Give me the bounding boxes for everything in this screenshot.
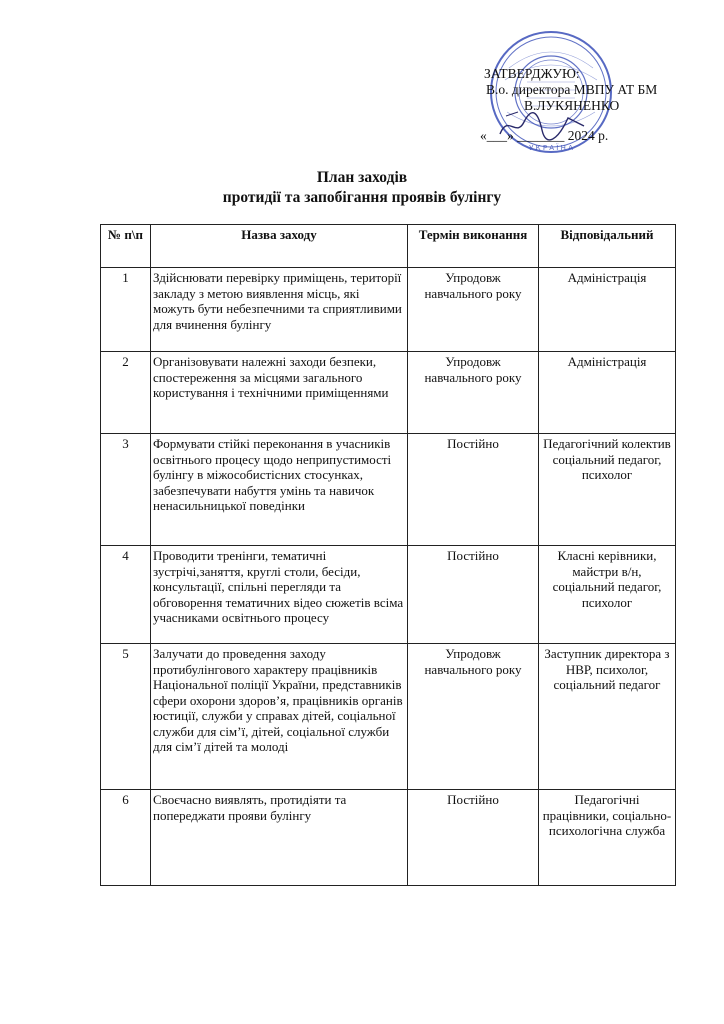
page-title: План заходів xyxy=(316,169,408,186)
row-term: Постійно xyxy=(408,546,539,644)
row-number: 2 xyxy=(101,352,151,434)
table-row xyxy=(101,790,676,886)
table-row xyxy=(101,434,676,546)
header-term: Термін виконання xyxy=(408,225,539,268)
row-term: Упродовж навчального року xyxy=(408,268,539,352)
measures-table xyxy=(100,224,676,886)
row-term: Постійно xyxy=(408,434,539,546)
row-number: 6 xyxy=(101,790,151,886)
row-responsible: Педагогічний колектив соціальний педагог, психолог xyxy=(539,434,676,546)
header-responsible: Відповідальний xyxy=(539,225,676,268)
row-name: Проводити тренінги, тематичні зустрічі,заняття, круглі столи, бесіди, консультації, спільні перегляди та обговорення тематичних відео сюжетів всіма учасниками освітнього процесу xyxy=(151,546,408,644)
row-name: Своєчасно виявлять, протидіяти та попереджати прояви булінгу xyxy=(151,790,408,886)
row-number: 1 xyxy=(101,268,151,352)
table-row xyxy=(101,268,676,352)
row-responsible: Педагогічні працівники, соціально-психологічна служба xyxy=(539,790,676,886)
row-name: Організовувати належні заходи безпеки, спостереження за місцями загального користування і технічними приміщеннями xyxy=(151,352,408,434)
table-row xyxy=(101,546,676,644)
row-term: Упродовж навчального року xyxy=(408,644,539,790)
row-term: Упродовж навчального року xyxy=(408,352,539,434)
table-header-row xyxy=(101,225,676,268)
row-name: Формувати стійкі переконання в учасників освітнього процесу щодо неприпустимості булінгу в міжособистісних стосунках, забезпечувати набуття умінь та навичок ненасильницької поведінки xyxy=(151,434,408,546)
row-number: 4 xyxy=(101,546,151,644)
header-number: № п\п xyxy=(101,225,151,268)
approval-heading: ЗАТВЕРДЖУЮ: xyxy=(484,66,580,81)
row-number: 3 xyxy=(101,434,151,546)
approval-date: «___» _______ 2024 р. xyxy=(480,128,609,143)
row-responsible: Адміністрація xyxy=(539,352,676,434)
approval-position: В.о. директора МВПУ АТ БМ xyxy=(486,82,658,97)
table-row xyxy=(101,644,676,790)
table-row xyxy=(101,352,676,434)
row-name: Здійснювати перевірку приміщень, території закладу з метою виявлення місць, які можуть бути небезпечними та сприятливими для вчинення булінгу xyxy=(151,268,408,352)
row-name: Залучати до проведення заходу протибулінгового характеру працівників Національної поліції України, представників сфери охорони здоров’я, працівників органів юстиції, служби у справах дітей, соціальної служби для сім’ї, дітей, соціальної служби для сім’ї дітей та молоді xyxy=(151,644,408,790)
header-name: Назва заходу xyxy=(151,225,408,268)
row-number: 5 xyxy=(101,644,151,790)
approval-name: В.ЛУКЯНЕНКО xyxy=(524,98,620,113)
row-responsible: Класні керівники, майстри в/н, соціальний педагог, психолог xyxy=(539,546,676,644)
signature-scribble xyxy=(498,104,588,144)
page-subtitle: протидії та запобігання проявів булінгу xyxy=(222,189,502,206)
row-responsible: Заступник директора з НВР, психолог, соціальний педагог xyxy=(539,644,676,790)
svg-text:У К Р А Ї Н А: У К Р А Ї Н А xyxy=(529,144,573,152)
row-responsible: Адміністрація xyxy=(539,268,676,352)
row-term: Постійно xyxy=(408,790,539,886)
